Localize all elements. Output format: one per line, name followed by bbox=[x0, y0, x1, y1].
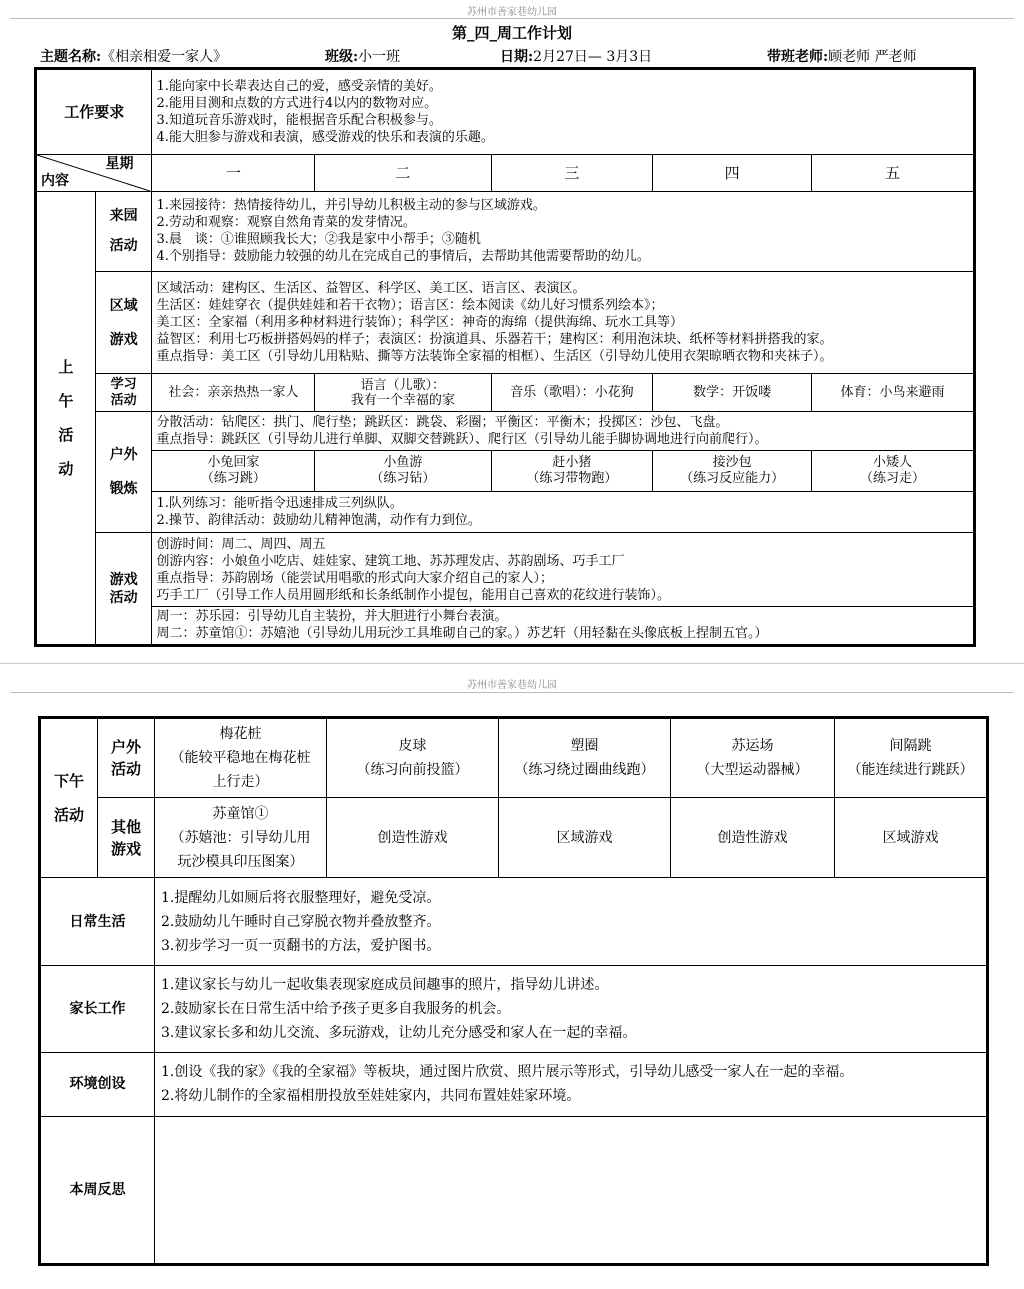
cell-line: 上行走） bbox=[212, 774, 269, 791]
weekday-wed: 三 bbox=[491, 155, 653, 192]
daily-life-content bbox=[155, 878, 988, 966]
list-item: 2.鼓励家长在日常生活中给予孩子更多自我服务的机会。 bbox=[161, 1001, 511, 1018]
list-item: 周一：苏乐园：引导幼儿自主装扮，并大胆进行小舞台表演。 bbox=[156, 609, 508, 625]
arrival-content bbox=[152, 191, 975, 271]
list-item: 4.个别指导：鼓励能力较强的幼儿在完成自己的事情后，去帮助其他需要帮助的幼儿。 bbox=[156, 249, 650, 265]
label-line: 活动 bbox=[109, 238, 138, 255]
header-divider bbox=[10, 18, 1014, 19]
list-item: 生活区：娃娃穿衣（提供娃娃和若干衣物）；语言区：绘本阅读《幼儿好习惯系列绘本》； bbox=[156, 298, 664, 314]
weekday-fri: 五 bbox=[812, 155, 975, 192]
cell-line: （练习向前投篮） bbox=[356, 762, 469, 779]
pm-outdoor-wed bbox=[499, 718, 671, 798]
weekday-mon: 一 bbox=[152, 155, 315, 192]
list-item: 创游时间：周二、周四、周五 bbox=[156, 536, 326, 552]
page-title: 第_四_周工作计划 bbox=[451, 24, 572, 42]
theme-value: 《相亲相爱一家人》 bbox=[101, 49, 228, 65]
afternoon-label bbox=[40, 718, 98, 878]
arrival-label bbox=[95, 191, 152, 271]
label-line: 活动 bbox=[109, 589, 138, 606]
theme-label: 主题名称: bbox=[40, 49, 102, 65]
weekday-corner-header bbox=[36, 155, 152, 192]
label-line: 户外 bbox=[109, 447, 138, 464]
study-mon: 社会：亲亲热热一家人 bbox=[152, 374, 315, 412]
weekday-thu: 四 bbox=[653, 155, 812, 192]
list-item: 1.创设《我的家》《我的全家福》等板块，通过图片欣赏、照片展示等形式，引导幼儿感受一家人在一起的幸福。 bbox=[161, 1064, 854, 1081]
pm-other-mon bbox=[155, 798, 327, 878]
cell-line: 塑圈 bbox=[570, 738, 599, 755]
cell-line: 梅花桩 bbox=[219, 726, 262, 743]
list-item: 巧手工厂（引导工作人员用圆形纸和长条纸制作小提包，能用自己喜欢的花纹进行装饰）。 bbox=[156, 587, 670, 603]
cell-line: （练习钻） bbox=[370, 471, 436, 487]
game-content bbox=[152, 533, 975, 607]
list-item: 区域活动：建构区、生活区、益智区、科学区、美工区、语言区、表演区。 bbox=[156, 281, 586, 297]
environment-content bbox=[155, 1052, 988, 1116]
label-line: 活动 bbox=[110, 760, 141, 779]
cell-line: （练习跳） bbox=[200, 471, 266, 487]
parents-work-label: 家长工作 bbox=[40, 966, 155, 1052]
list-item: 2.劳动和观察：观察自然角青菜的发芽情况。 bbox=[156, 215, 416, 231]
label-line: 活动 bbox=[110, 392, 137, 408]
outdoor-label bbox=[95, 412, 152, 533]
label-line: 下午 bbox=[53, 772, 84, 791]
afternoon-plan-table bbox=[38, 716, 989, 1266]
game-label bbox=[95, 533, 152, 646]
outdoor-mon bbox=[152, 451, 315, 492]
class-label: 班级: bbox=[325, 49, 359, 65]
outdoor-overview bbox=[152, 412, 975, 451]
outdoor-wed bbox=[491, 451, 653, 492]
other-games-label bbox=[98, 798, 155, 878]
label-char: 动 bbox=[58, 459, 74, 478]
cell-line: （练习带物跑） bbox=[526, 471, 618, 487]
class-value: 小一班 bbox=[358, 49, 401, 65]
list-item: 重点指导：美工区（引导幼儿用粘贴、撕等方法装饰全家福的相框）、生活区（引导幼儿使用衣架晾晒衣物和夹袜子）。 bbox=[156, 349, 833, 365]
teacher-label: 带班老师: bbox=[767, 49, 829, 65]
reflection-content[interactable] bbox=[155, 1116, 988, 1264]
pm-other-tue: 创造性游戏 bbox=[327, 798, 499, 878]
list-item: 1.能向家中长辈表达自己的爱，感受亲情的美好。 bbox=[156, 79, 442, 95]
cell-line: （练习走） bbox=[860, 471, 926, 487]
cell-line: 赶小猪 bbox=[552, 455, 592, 471]
list-item: 1.来园接待：热情接待幼儿，并引导幼儿积极主动的参与区域游戏。 bbox=[156, 198, 546, 214]
label-line: 学习 bbox=[110, 376, 137, 392]
label-line: 区域 bbox=[109, 297, 138, 314]
afternoon-outdoor-label bbox=[98, 718, 155, 798]
study-wed: 音乐（歌唱）：小花狗 bbox=[491, 374, 653, 412]
game-schedule bbox=[152, 606, 975, 645]
content-label: 内容 bbox=[41, 172, 69, 189]
pm-other-fri: 区域游戏 bbox=[835, 798, 988, 878]
pm-outdoor-thu bbox=[671, 718, 835, 798]
cell-line: （大型运动器械） bbox=[696, 762, 809, 779]
outdoor-drills bbox=[152, 492, 975, 533]
outdoor-tue bbox=[315, 451, 491, 492]
requirements-label: 工作要求 bbox=[36, 69, 152, 155]
list-item: 周二：苏童馆①：苏嬉池（引导幼儿用玩沙工具堆砌自己的家。）苏艺轩（用轻黏在头像底板上捏制五官。） bbox=[156, 626, 768, 642]
page-header-2: 苏州市善家巷幼儿园 bbox=[467, 680, 557, 691]
teacher-value: 顾老师 严老师 bbox=[828, 49, 917, 65]
study-fri: 体育：小鸟来避雨 bbox=[812, 374, 975, 412]
list-item: 创游内容：小娘鱼小吃店、娃娃家、建筑工地、苏苏理发店、苏韵剧场、巧手工厂 bbox=[156, 553, 625, 569]
list-item: 重点指导：跳跃区（引导幼儿进行单脚、双脚交替跳跃）、爬行区（引导幼儿能手脚协调地进行向前爬行）。 bbox=[156, 432, 768, 448]
label-line: 锻炼 bbox=[109, 481, 138, 498]
list-item: 2.将幼儿制作的全家福相册投放至娃娃家内，共同布置娃娃家环境。 bbox=[161, 1088, 581, 1105]
parents-work-content bbox=[155, 966, 988, 1052]
pm-other-thu: 创造性游戏 bbox=[671, 798, 835, 878]
pm-outdoor-fri bbox=[835, 718, 988, 798]
label-line: 游戏 bbox=[109, 571, 138, 588]
cell-line: 小兔回家 bbox=[207, 455, 260, 471]
cell-line: （能连续进行跳跃） bbox=[847, 762, 974, 779]
list-item: 3.晨 谈：①谁照顾我长大；②我是家中小帮手；③随机 bbox=[156, 232, 481, 248]
area-games-content bbox=[152, 271, 975, 373]
list-item: 益智区：利用七巧板拼搭妈妈的样子；表演区：扮演道具、乐器若干；建构区：利用泡沫块、纸杯等材料拼搭我的家。 bbox=[156, 332, 833, 348]
list-item: 美工区：全家福（利用多种材料进行装饰）；科学区：神奇的海绵（提供海绵、玩水工具等） bbox=[156, 315, 683, 331]
area-games-label bbox=[95, 271, 152, 373]
cell-line: 苏童馆① bbox=[212, 805, 269, 822]
label-char: 午 bbox=[58, 391, 74, 410]
label-line: 户外 bbox=[110, 738, 141, 757]
cell-line: 接沙包 bbox=[712, 455, 752, 471]
outdoor-thu bbox=[653, 451, 812, 492]
weekday-label: 星期 bbox=[105, 156, 134, 173]
plan-meta bbox=[40, 46, 980, 66]
list-item: 1.提醒幼儿如厕后将衣服整理好，避免受凉。 bbox=[161, 889, 441, 906]
list-item: 2.能用目测和点数的方式进行4以内的数物对应。 bbox=[156, 96, 438, 112]
cell-line: 间隔跳 bbox=[889, 738, 932, 755]
cell-line: 玩沙模具印压图案） bbox=[177, 853, 304, 870]
list-item: 重点指导：苏韵剧场（能尝试用唱歌的形式向大家介绍自己的家人）； bbox=[156, 570, 553, 586]
cell-line: 苏运场 bbox=[731, 738, 774, 755]
list-item: 2.鼓励幼儿午睡时自己穿脱衣物并叠放整齐。 bbox=[161, 913, 441, 930]
cell-line: （苏嬉池：引导幼儿用 bbox=[170, 829, 311, 846]
list-item: 1.建议家长与幼儿一起收集表现家庭成员间趣事的照片，指导幼儿讲述。 bbox=[161, 977, 609, 994]
label-line: 来园 bbox=[109, 208, 138, 225]
list-item: 分散活动：钻爬区：拱门、爬行垫；跳跃区：跳袋、彩圈；平衡区：平衡木；投掷区：沙包、飞盘。 bbox=[156, 415, 729, 431]
list-item: 3.知道玩音乐游戏时，能根据音乐配合积极参与。 bbox=[156, 113, 442, 129]
cell-line: （练习反应能力） bbox=[680, 471, 785, 487]
daily-life-label: 日常生活 bbox=[40, 878, 155, 966]
list-item: 2.操节、韵律活动：鼓励幼儿精神饱满，动作有力到位。 bbox=[156, 513, 481, 529]
cell-line: 小矮人 bbox=[873, 455, 913, 471]
morning-activities-label bbox=[36, 191, 96, 645]
date-value: 2月27日— 3月3日 bbox=[533, 49, 653, 65]
pm-outdoor-mon bbox=[155, 718, 327, 798]
list-item: 3.初步学习一页一页翻书的方法，爱护图书。 bbox=[161, 937, 441, 954]
list-item: 4.能大胆参与游戏和表演，感受游戏的快乐和表演的乐趣。 bbox=[156, 130, 494, 146]
weekday-tue: 二 bbox=[315, 155, 491, 192]
reflection-label: 本周反思 bbox=[40, 1116, 155, 1264]
page-break bbox=[0, 663, 1024, 664]
label-char: 活 bbox=[58, 425, 74, 444]
cell-line: 小鱼游 bbox=[383, 455, 423, 471]
header-divider-2 bbox=[10, 692, 1014, 693]
environment-label: 环境创设 bbox=[40, 1052, 155, 1116]
label-line: 其他 bbox=[110, 817, 141, 836]
outdoor-fri bbox=[812, 451, 975, 492]
cell-line: （练习绕过圈曲线跑） bbox=[514, 762, 655, 779]
pm-other-wed: 区域游戏 bbox=[499, 798, 671, 878]
label-line: 游戏 bbox=[109, 331, 138, 348]
list-item: 3.建议家长多和幼儿交流、多玩游戏，让幼儿充分感受和家人在一起的幸福。 bbox=[161, 1025, 637, 1042]
cell-line: 皮球 bbox=[398, 738, 427, 755]
morning-plan-table bbox=[34, 67, 976, 647]
page-header: 苏州市善家巷幼儿园 bbox=[467, 7, 557, 18]
date-label: 日期: bbox=[500, 49, 534, 65]
requirements-list bbox=[152, 69, 975, 155]
study-thu: 数学：开饭喽 bbox=[653, 374, 812, 412]
cell-line: （能较平稳地在梅花桩 bbox=[170, 750, 311, 767]
study-tue: 语言（儿歌）： 我有一个幸福的家 bbox=[315, 374, 491, 412]
pm-outdoor-tue bbox=[327, 718, 499, 798]
study-label bbox=[95, 374, 152, 412]
label-line: 活动 bbox=[53, 806, 84, 825]
label-char: 上 bbox=[58, 357, 74, 376]
list-item: 1.队列练习：能听指令迅速排成三列纵队。 bbox=[156, 496, 403, 512]
label-line: 游戏 bbox=[110, 839, 141, 858]
